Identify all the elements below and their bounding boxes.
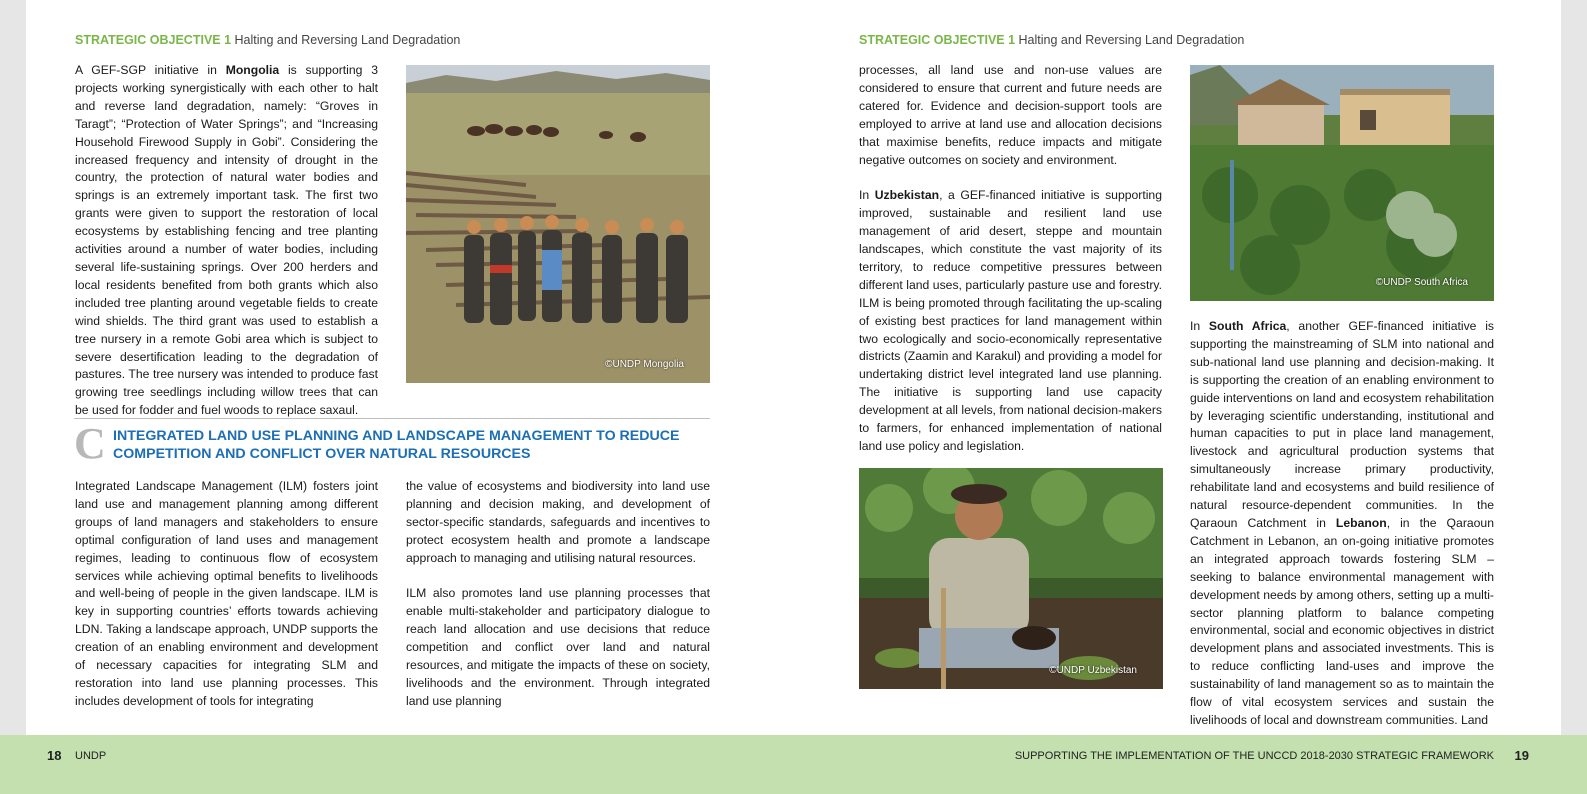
footer-left-text: UNDP xyxy=(75,750,107,762)
mongolia-photo xyxy=(406,65,710,383)
right-running-header xyxy=(859,33,1244,47)
photo-credit-south-africa: ©UNDP South Africa xyxy=(1375,277,1468,288)
left-page-number: 18 xyxy=(47,748,62,763)
photo-credit-mongolia: ©UNDP Mongolia xyxy=(605,359,684,370)
country-south-africa: South Africa xyxy=(1208,319,1287,333)
country-lebanon: Lebanon xyxy=(1335,515,1387,530)
objective-label: STRATEGIC OBJECTIVE 1 xyxy=(75,33,232,47)
section-divider xyxy=(74,418,710,419)
footer-bar xyxy=(0,735,1587,794)
photo-credit-uzbekistan: ©UNDP Uzbekistan xyxy=(1049,665,1137,676)
objective-label-right: STRATEGIC OBJECTIVE 1 xyxy=(859,33,1016,47)
south-africa-photo xyxy=(1190,65,1494,301)
mongolia-text: A GEF-SGP initiative in Mongolia is supporting 3 projects working synergistically with each other to halt and reverse land degradation, namely: “Groves in Taragt”; “Protection of Water Springs”; and “Increasing Household Firewood Supply in Gobi”. Considering the increased frequency and intensity of drought in the country, the protection of natural water bodies and springs is an extremely important task. The first two grants were given to support the restoration of local ecosystems by establishing fencing and tree planting activities around a number of water bodies, including several life-sustaining springs. Over 200 herders and local residents benefited from both grants which also included tree planting around vegetable fields to create wind shields. The third grant was used to establish a tree nursery in a remote Gobi area which is subject to severe desertification leading to the degradation of pastures. The tree nursery was intended to produce fast growing tree seedlings including willow trees that can be used for fodder and fuel woods to replace saxaul. xyxy=(75,63,378,418)
section-title: INTEGRATED LAND USE PLANNING AND LANDSCAPE MANAGEMENT TO REDUCE COMPETITION AND CONFLICT OVER NATURAL RESOURCES xyxy=(113,428,680,462)
section-letter: C xyxy=(74,419,106,468)
processes-text: processes, all land use and non-use values are considered to ensure that current and future needs are catered for. Evidence and decision-support tools are employed to arrive at land use and allocation decisions that maximise benefits, reduce impacts and mitigate negative outcomes on society and environment. In Uzbekistan, a GEF-financed initiative is supporting improved, sustainable and resilient land use management of arid desert, steppe and mountain landscapes, which constitute the vast majority of its territory, to reduce competitive pressures between different land uses, particularly pasture use and forestry. ILM is being promoted through facilitating the up-scaling of existing best practices for land management within two ecologically and socio-economically representative districts (Zaamin and Karakul) and providing a model for undertaking district level integrated land use planning. The initiative is supporting land use capacity development at all levels, from national decision-makers to farmers, for enhanced implementation of national land use policy and legislation. xyxy=(859,63,1162,454)
country-mongolia: Mongolia xyxy=(225,63,280,77)
uzbekistan-photo xyxy=(859,468,1163,689)
south-africa-text: In South Africa, another GEF-financed initiative is supporting the mainstreaming of SLM into national and sub-national land use planning and decision-making. It is supporting the creation of an enabling environment to guide interventions on land and ecosystem rehabilitation by leveraging scientific understanding, institutional and human capacities to put in place land management, livestock and agricultural production systems that simultaneously increase primary productivity, rehabilitate land and ecosystems and build resilience of natural resource-dependent communities. In the Qaraoun Catchment in Lebanon, in the Qaraoun Catchment in Lebanon, an on-going initiative promotes an integrated approach towards fostering SLM – seeking to balance environmental management with development needs by among others, setting up a multi-sector planning platform to balance competing environmental, social and economic objectives in district development plans and associated investments. This is to reduce conflicting land-uses and improve the sustainability of land management so as to maintain the flow of vital ecosystem services and sustain the livelihoods of local and downstream communities. Land xyxy=(1190,319,1494,727)
ilm-column-2: the value of ecosystems and biodiversity into land use planning and decision making, and development of sector-specific standards, safeguards and incentives to protect ecosystem health and promote a landscape approach to managing and utilising natural resources. ILM also promotes land use planning processes that enable multi-stakeholder and participatory dialogue to reach land allocation and use decisions that reduce competition and conflict over land and natural resources, and mitigate the impacts of these on society, livelihoods and the environment. Through integrated land use planning xyxy=(406,479,710,708)
footer-right-text: SUPPORTING THE IMPLEMENTATION OF THE UNCCD 2018-2030 STRATEGIC FRAMEWORK xyxy=(1014,750,1494,762)
left-running-header xyxy=(75,33,460,47)
country-uzbekistan: Uzbekistan xyxy=(874,188,940,203)
objective-title-right: Halting and Reversing Land Degradation xyxy=(1018,33,1245,47)
right-page-number: 19 xyxy=(1514,748,1529,763)
objective-title: Halting and Reversing Land Degradation xyxy=(234,33,461,47)
ilm-column-1: Integrated Landscape Management (ILM) fosters joint land use and management planning among different groups of land managers and stakeholders to ensure optimal configuration of land uses and management regimes, leading to continuous flow of ecosystem services while achieving optimal benefits to livelihoods and well-being of people in the given landscape. ILM is key in supporting countries’ efforts towards achieving LDN. Taking a landscape approach, UNDP supports the creation of an enabling environment and development of necessary capacities for integrating SLM and restoration into land use planning processes. This includes development of tools for integrating xyxy=(75,479,378,708)
